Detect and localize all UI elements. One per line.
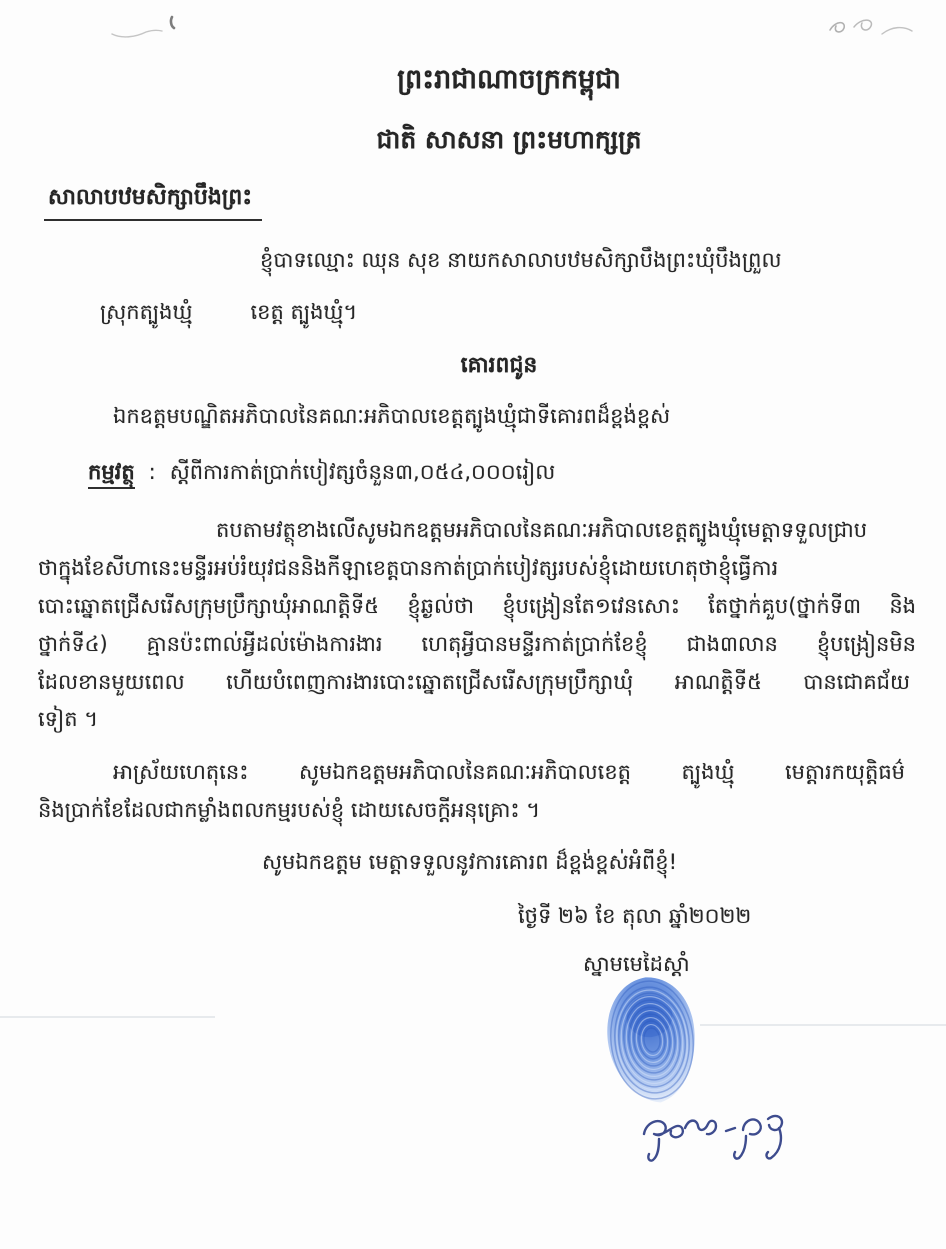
intro-province: ខេត្ត ត្បូងឃ្មុំ។ — [250, 300, 358, 324]
kingdom-header-line: ព្រះរាជាណាចក្រកម្ពុជា — [397, 64, 621, 95]
subject-line — [88, 456, 555, 488]
subject-text: ស្តីពីការកាត់ប្រាក់បៀវត្សចំនួន៣,០៥៤,០០០រៀល — [169, 460, 556, 484]
paragraph1-line6: ទៀត ។ — [38, 707, 99, 731]
paragraph1-line1: តបតាមវត្ថុខាងលើសូមឯកឧត្តមអភិបាលនៃគណៈអភិបាលខេត្តត្បូងឃ្មុំមេត្តាទទួលជ្រាប — [216, 518, 868, 542]
subject-colon: : — [148, 460, 156, 484]
recipient-line: ឯកឧត្តមបណ្ឌិតអភិបាលនៃគណៈអភិបាលខេត្តត្បូងឃ្មុំជាទីគោរពដ៏ខ្ពង់ខ្ពស់ — [113, 404, 671, 428]
intro-line-1: ខ្ញុំបាទឈ្មោះ ឈុន សុខ នាយកសាលាបឋមសិក្សាបឹងព្រះឃុំបឹងព្រួល — [260, 248, 782, 272]
scan-artifact-line-right — [700, 1024, 946, 1026]
school-name-heading: សាលាបឋមសិក្សាបឹងព្រះ — [44, 182, 262, 221]
paragraph1-line4: ថ្នាក់ទី៤) គ្មានប៉ះពាល់អ្វីដល់ម៉ោងការងារ ហេតុអ្វីបានមន្ទីរកាត់ប្រាក់ខែខ្ញុំ ជាង៣លាន ខ្ញុំបង្រៀនមិន — [38, 632, 916, 656]
date-line: ថ្ងៃទី ២៦ ខែ តុលា ឆ្នាំ២០២២ — [518, 904, 752, 928]
paragraph1-line5: ដែលខានមួយពេល ហើយបំពេញការងារបោះឆ្នោតជ្រើសរើសក្រុមប្រឹក្សាឃុំ អាណត្តិទី៥ បានជោគជ័យ — [38, 670, 910, 694]
subject-label: កម្មវត្ថុ — [88, 460, 135, 489]
paragraph2-line2: និងប្រាក់ខែដែលជាកម្លាំងពលកម្មរបស់ខ្ញុំ ដោយសេចក្តីអនុគ្រោះ ។ — [38, 798, 541, 822]
pen-scribble-top-left — [106, 10, 196, 44]
scan-artifact-line-left — [0, 1016, 215, 1018]
thumbprint-caption: ស្នាមមេដៃស្តាំ — [583, 952, 690, 976]
national-motto-line: ជាតិ សាសនា ព្រះមហាក្សត្រ — [376, 125, 642, 154]
thumbprint-stamp — [600, 974, 704, 1108]
signature-ink-strokes — [638, 1102, 798, 1174]
salutation-heading: គោរពជូន — [460, 353, 538, 378]
paragraph2-line1: អាស្រ័យហេតុនេះ សូមឯកឧត្តមអភិបាលនៃគណៈអភិបាលខេត្ត ត្បូងឃ្មុំ មេត្តារកយុត្តិធម៌ — [113, 760, 905, 784]
paragraph1-line2: ថាក្នុងខែសីហានេះមន្ទីរអប់រំយុវជននិងកីឡាខេត្តបានកាត់ប្រាក់បៀវត្សរបស់ខ្ញុំដោយហេតុថាខ្ញុំធ្វើការ — [38, 556, 779, 580]
intro-district: ស្រុកត្បូងឃ្មុំ — [100, 300, 193, 324]
pen-scribble-top-right — [820, 8, 924, 44]
handwritten-signature — [638, 1102, 798, 1174]
paragraph1-line3: បោះឆ្នោតជ្រើសរើសក្រុមប្រឹក្សាឃុំអាណត្តិទី៥ ខ្ញុំឆ្ងល់ថា ខ្ញុំបង្រៀនតែ១វេនសោះ តែថ្នាក់គួប(ថ្នាក់ទី៣ និង — [38, 594, 916, 618]
intro-line-2 — [100, 296, 357, 328]
closing-respect-line: សូមឯកឧត្តម មេត្តាទទួលនូវការគោរព ដ៏ខ្ពង់ខ្ពស់អំពីខ្ញុំ! — [262, 850, 678, 874]
